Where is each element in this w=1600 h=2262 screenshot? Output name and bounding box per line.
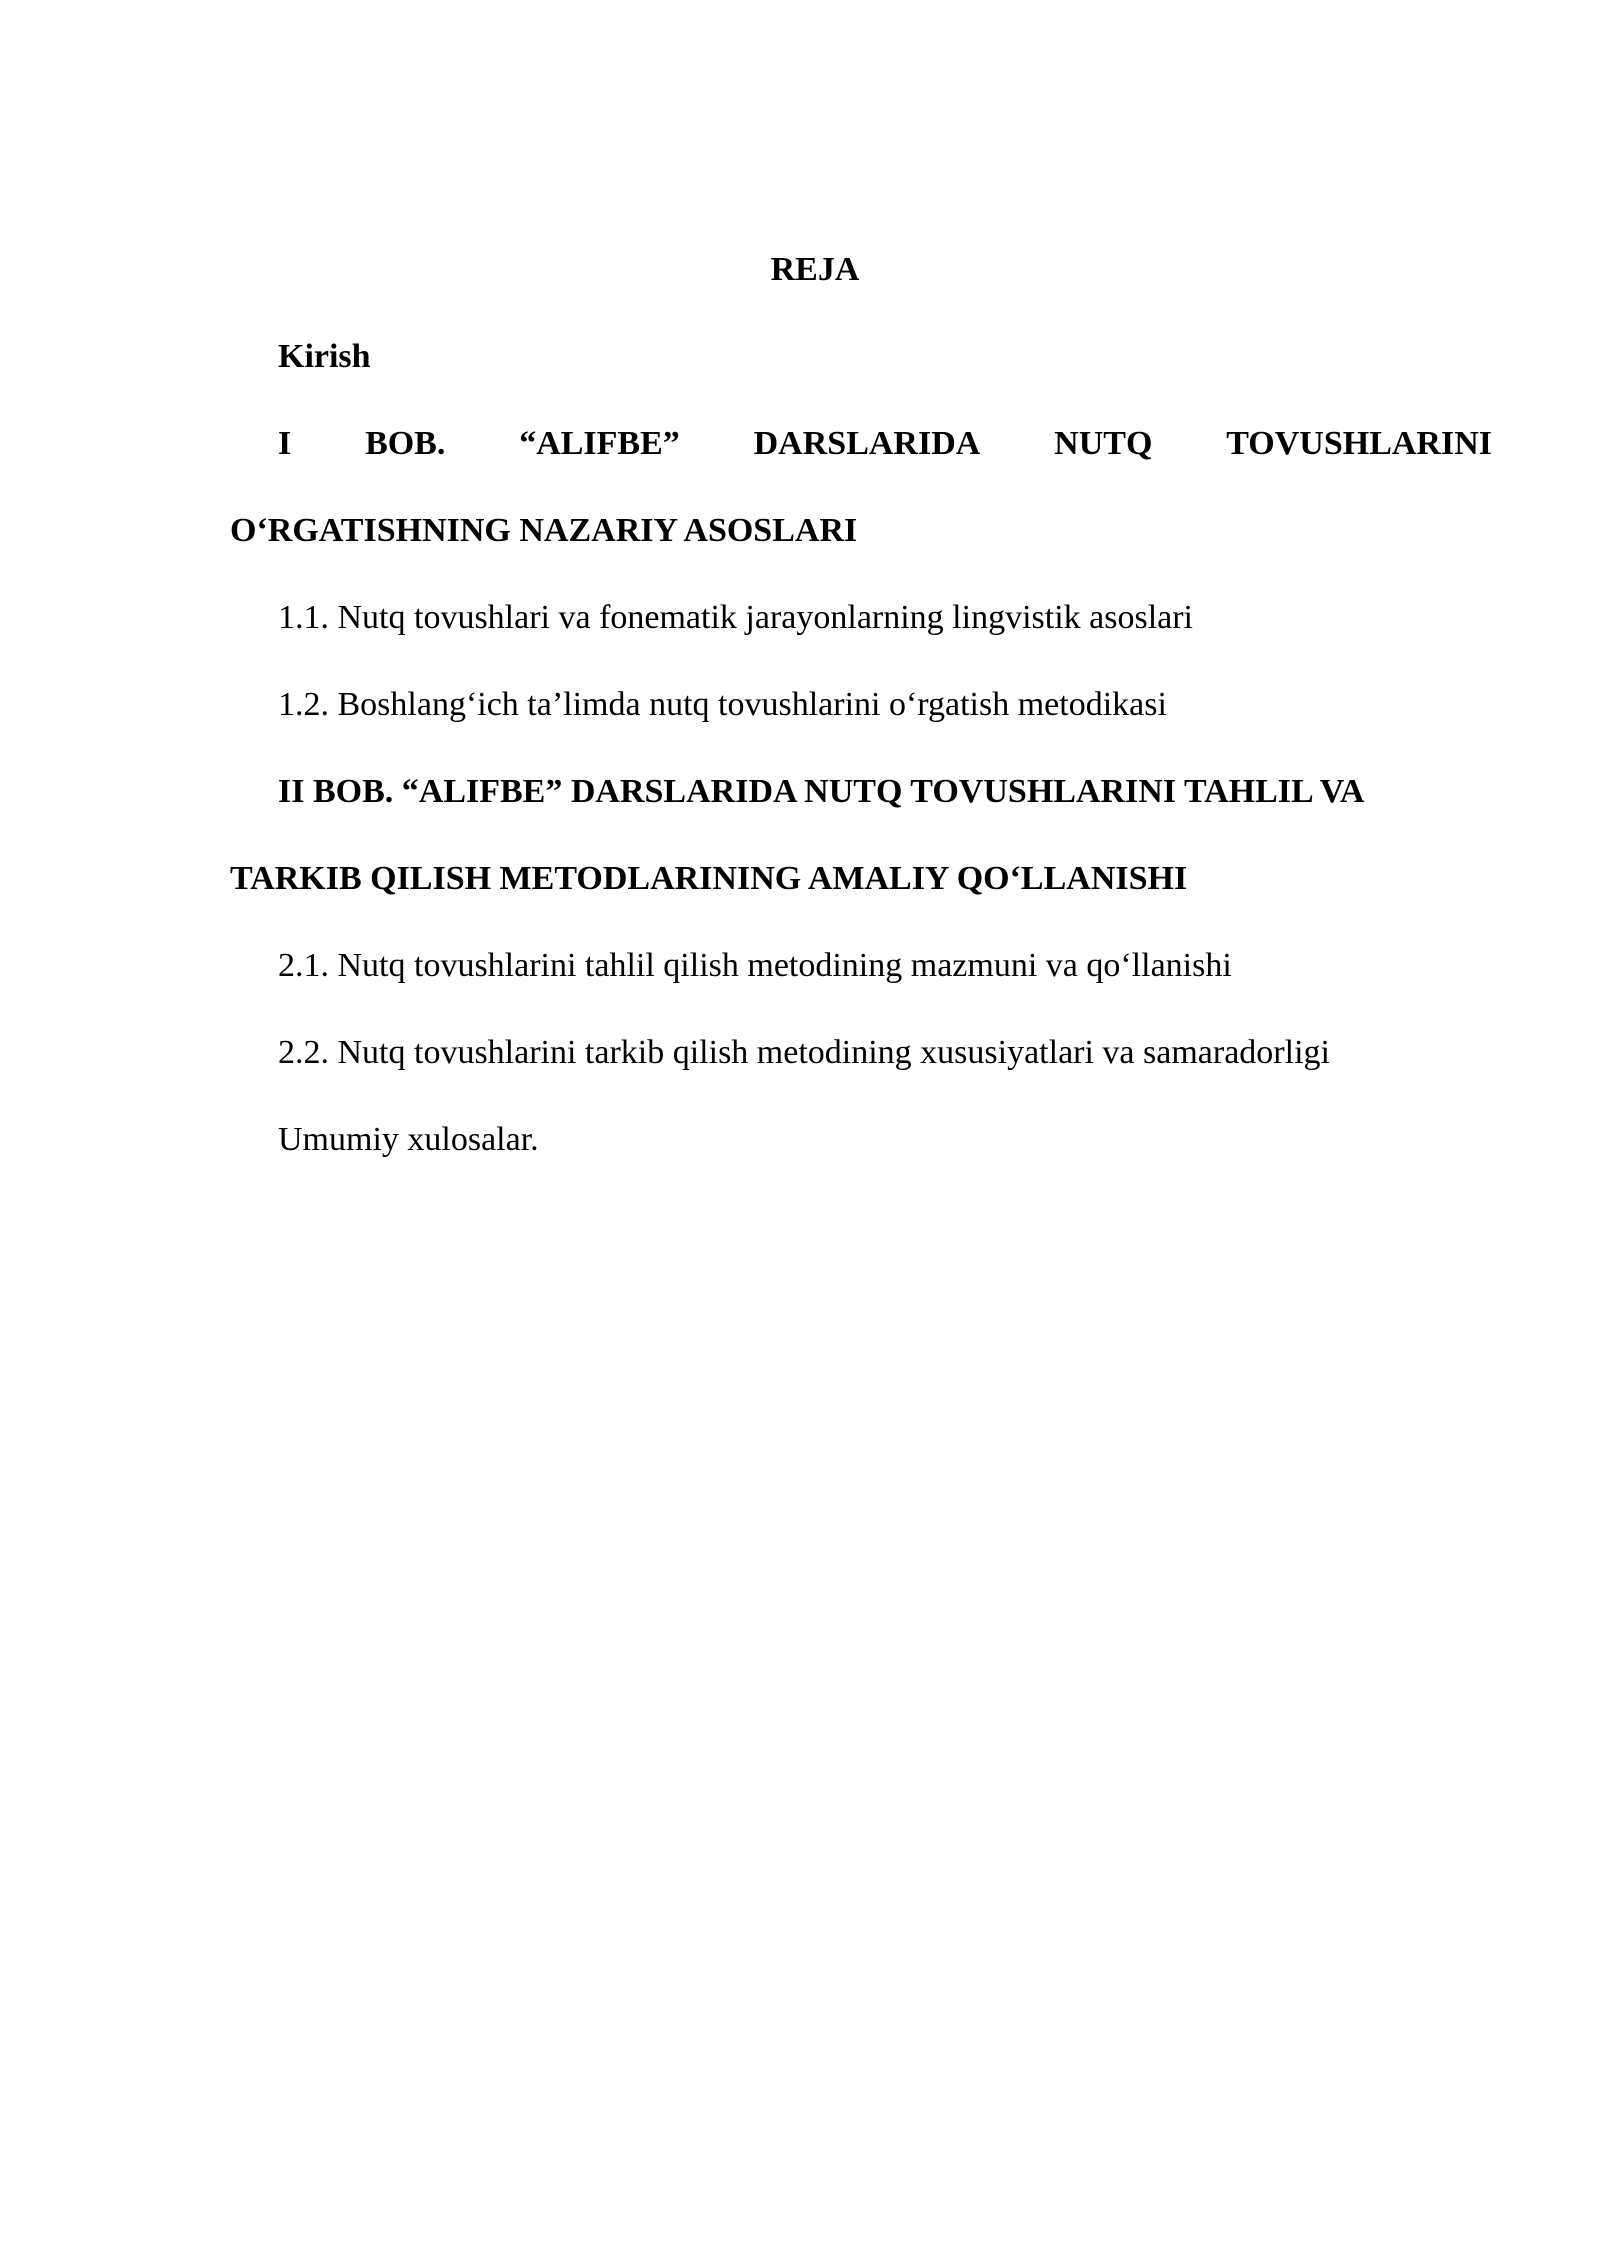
chapter-1-word: I <box>278 425 292 462</box>
toc-section-1-1: 1.1. Nutq tovushlari va fonematik jarayonlarning lingvistik asoslari <box>278 599 1193 636</box>
toc-chapter-2-continuation: TARKIB QILISH METODLARINING AMALIY QO‘LLANISHI <box>230 860 1188 897</box>
page-title: REJA <box>770 251 860 288</box>
chapter-1-word: BOB. <box>365 425 446 462</box>
toc-section-2-1: 2.1. Nutq tovushlarini tahlil qilish metodining mazmuni va qo‘llanishi <box>278 947 1232 984</box>
chapter-1-word: NUTQ <box>1054 425 1153 462</box>
toc-chapter-1-heading <box>230 400 1492 487</box>
toc-item-conclusion: Umumiy xulosalar. <box>278 1121 539 1158</box>
toc-section-2-2: 2.2. Nutq tovushlarini tarkib qilish metodining xususiyatlari va samaradorligi <box>278 1034 1330 1071</box>
table-of-contents <box>230 226 1492 1183</box>
chapter-1-word: DARSLARIDA <box>753 425 981 462</box>
toc-section-1-2: 1.2. Boshlang‘ich ta’limda nutq tovushlarini o‘rgatish metodikasi <box>278 686 1167 723</box>
toc-chapter-2-heading: II BOB. “ALIFBE” DARSLARIDA NUTQ TOVUSHLARINI TAHLIL VA <box>278 773 1365 810</box>
toc-item-intro: Kirish <box>278 338 371 375</box>
chapter-1-word: TOVUSHLARINI <box>1226 425 1492 462</box>
chapter-1-word: “ALIFBE” <box>519 425 680 462</box>
toc-chapter-1-continuation: O‘RGATISHNING NAZARIY ASOSLARI <box>230 512 858 549</box>
